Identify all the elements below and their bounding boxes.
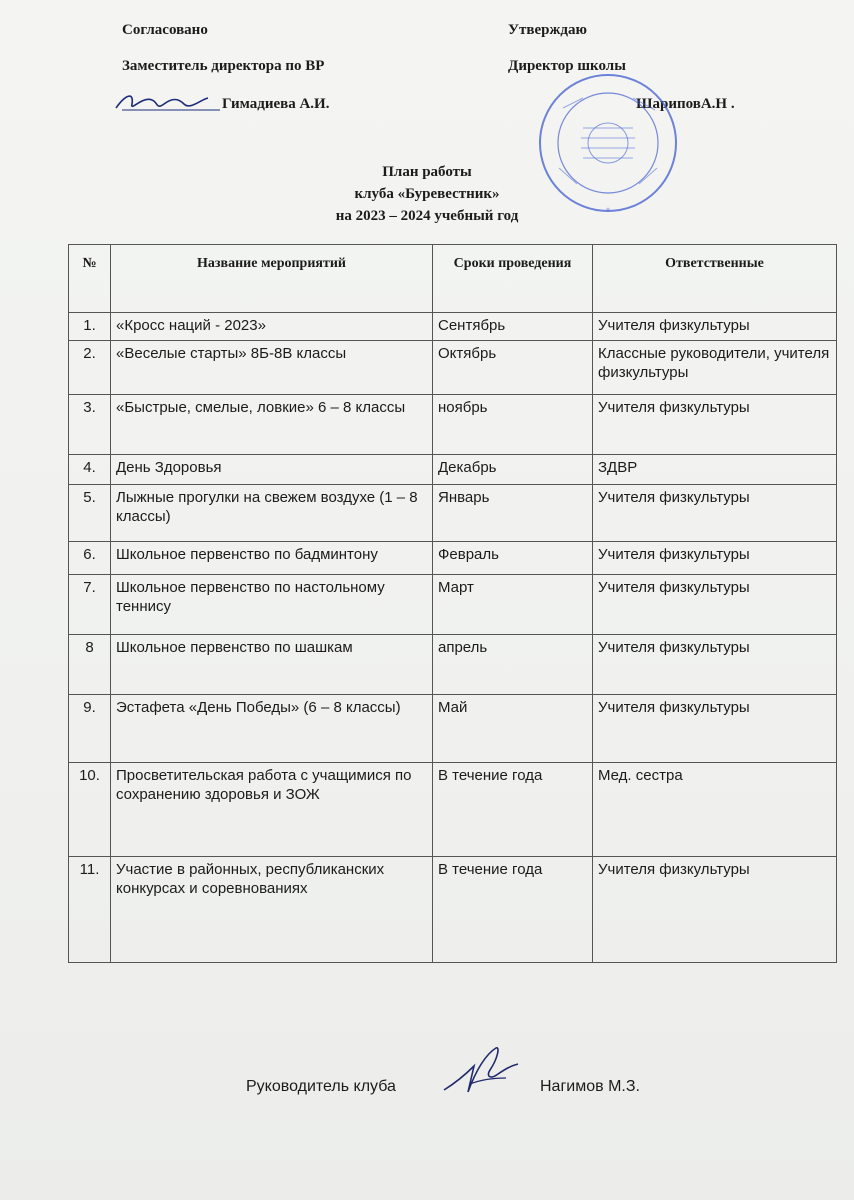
row-responsible: Учителя физкультуры — [593, 313, 837, 341]
club-leader-label: Руководитель клуба — [246, 1078, 396, 1095]
row-number: 2. — [69, 340, 111, 394]
row-event-name: «Кросс наций - 2023» — [111, 313, 433, 341]
row-date: Октябрь — [433, 340, 593, 394]
row-number: 1. — [69, 313, 111, 341]
row-number: 11. — [69, 856, 111, 962]
director-name: ШариповА.Н . — [636, 96, 735, 112]
deputy-name: Гимадиева А.И. — [222, 96, 330, 112]
row-event-name: Школьное первенство по настольному теннису — [111, 574, 433, 634]
row-number: 10. — [69, 762, 111, 856]
header-event-name: Название мероприятий — [111, 245, 433, 313]
row-responsible: Учителя физкультуры — [593, 634, 837, 694]
row-date: В течение года — [433, 762, 593, 856]
table-row — [69, 634, 837, 694]
table-row — [69, 454, 837, 484]
row-date: Март — [433, 574, 593, 634]
row-number: 8 — [69, 634, 111, 694]
club-leader-signature — [440, 1040, 530, 1110]
row-number: 4. — [69, 454, 111, 484]
deputy-signature — [112, 86, 222, 120]
plan-table — [68, 244, 837, 963]
table-row — [69, 484, 837, 541]
table-row — [69, 574, 837, 634]
row-event-name: Просветительская работа с учащимися по сохранению здоровья и ЗОЖ — [111, 762, 433, 856]
row-number: 7. — [69, 574, 111, 634]
table-row — [69, 394, 837, 454]
row-date: В течение года — [433, 856, 593, 962]
row-event-name: «Быстрые, смелые, ловкие» 6 – 8 классы — [111, 394, 433, 454]
table-row — [69, 762, 837, 856]
table-header-row — [69, 245, 837, 313]
row-date: Сентябрь — [433, 313, 593, 341]
row-number: 3. — [69, 394, 111, 454]
row-responsible: Мед. сестра — [593, 762, 837, 856]
row-number: 9. — [69, 694, 111, 762]
row-number: 6. — [69, 541, 111, 574]
table-row — [69, 340, 837, 394]
plan-club-name: клуба «Буревестник» — [354, 186, 500, 202]
plan-title: План работы — [382, 164, 472, 180]
row-event-name: «Веселые старты» 8Б-8В классы — [111, 340, 433, 394]
table-row — [69, 856, 837, 962]
header-number: № — [69, 245, 111, 313]
row-responsible: Классные руководители, учителя физкультуры — [593, 340, 837, 394]
table-row — [69, 541, 837, 574]
row-responsible: Учителя физкультуры — [593, 541, 837, 574]
svg-text:*: * — [605, 206, 611, 216]
row-event-name: Школьное первенство по шашкам — [111, 634, 433, 694]
row-responsible: Учителя физкультуры — [593, 856, 837, 962]
row-responsible: ЗДВР — [593, 454, 837, 484]
header-responsible: Ответственные — [593, 245, 837, 313]
row-responsible: Учителя физкультуры — [593, 394, 837, 454]
row-responsible: Учителя физкультуры — [593, 694, 837, 762]
row-date: Февраль — [433, 541, 593, 574]
row-event-name: Лыжные прогулки на свежем воздухе (1 – 8 классы) — [111, 484, 433, 541]
row-date: апрель — [433, 634, 593, 694]
approval-right-position: Директор школы — [508, 58, 626, 74]
row-number: 5. — [69, 484, 111, 541]
row-date: ноябрь — [433, 394, 593, 454]
table-row — [69, 313, 837, 341]
header-dates: Сроки проведения — [433, 245, 593, 313]
approval-left-title: Согласовано — [122, 22, 208, 38]
approval-left-position: Заместитель директора по ВР — [122, 58, 325, 74]
row-event-name: Участие в районных, республиканских конкурсах и соревнованиях — [111, 856, 433, 962]
row-responsible: Учителя физкультуры — [593, 574, 837, 634]
table-row — [69, 694, 837, 762]
row-event-name: Эстафета «День Победы» (6 – 8 классы) — [111, 694, 433, 762]
row-date: Январь — [433, 484, 593, 541]
row-date: Май — [433, 694, 593, 762]
plan-year: на 2023 – 2024 учебный год — [335, 208, 519, 224]
row-date: Декабрь — [433, 454, 593, 484]
row-event-name: Школьное первенство по бадминтону — [111, 541, 433, 574]
row-responsible: Учителя физкультуры — [593, 484, 837, 541]
row-event-name: День Здоровья — [111, 454, 433, 484]
approval-right-title: Утверждаю — [508, 22, 587, 38]
club-leader-name: Нагимов М.З. — [540, 1078, 640, 1095]
